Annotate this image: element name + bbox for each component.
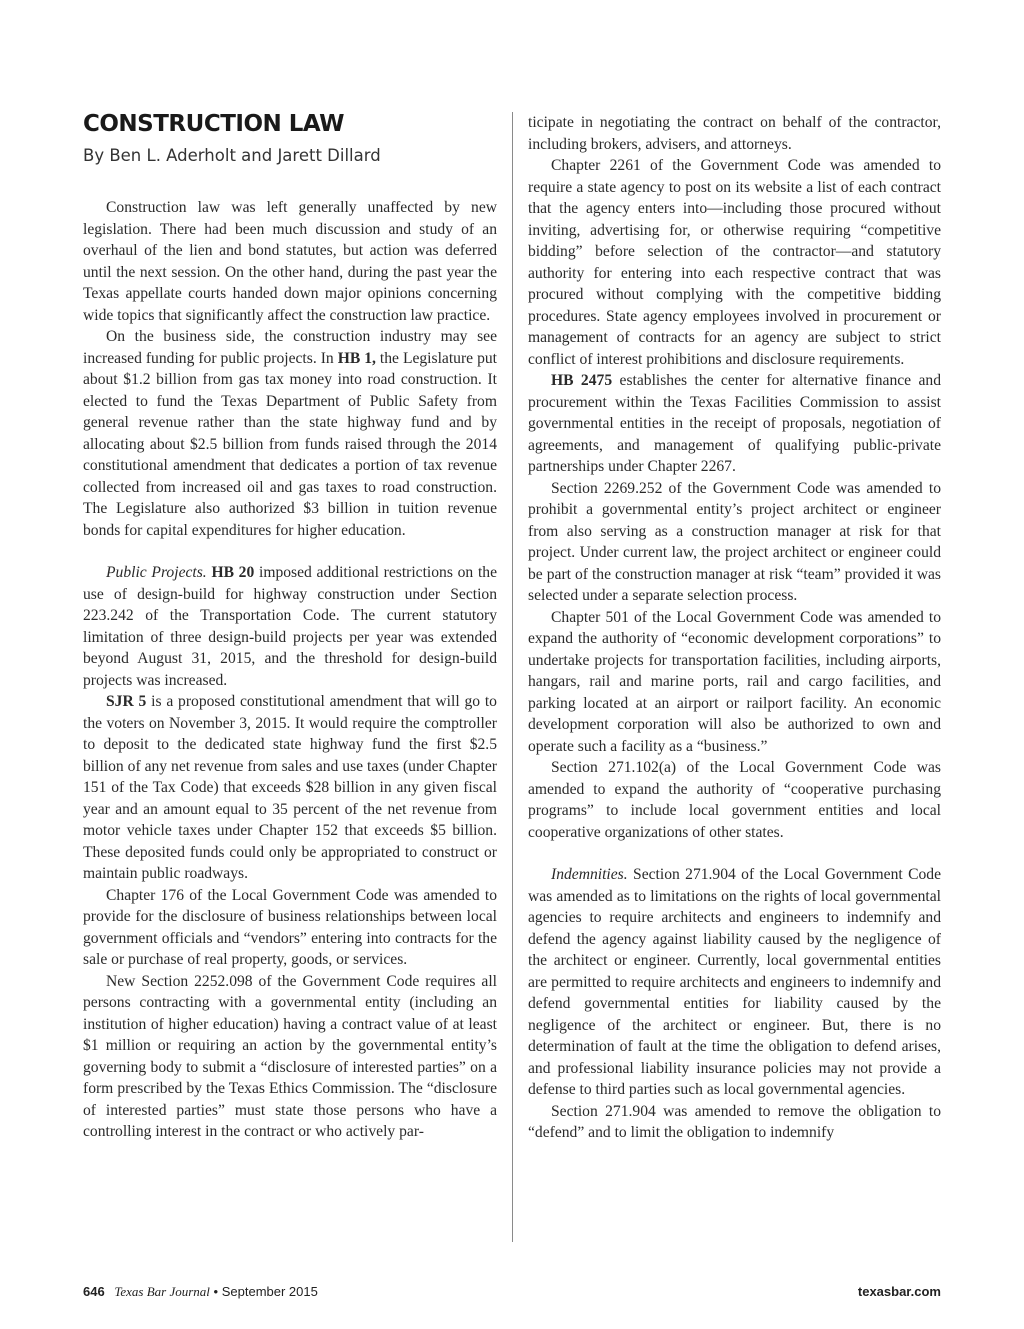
paragraph-text: Section 271.904 of the Local Government Code was amended as to limitations on the rights of local governmental agencies to require architects and engineers to indemnify and defend the agency against liability caused by the negligence of the architect or engineer. Currently, local governmental entities are permitted to require architects and engineers to indemnify and defend governmental entities for liability caused by the negligence of the architect or engineer. But, there is no determination of fault at the time the obligation to defend arises, and professional liability insurance policies may not provide a defense to third parties such as local governmental agencies.: [528, 866, 941, 1098]
paragraph-text: establishes the center for alternative finance and procurement within the Texas Facilities Commission to assist governmental entities in the receipt of proposals, negotiation of agreements, and management of qualifying public-private partnerships under Chapter 2267.: [528, 372, 941, 475]
site-url: texasbar.com: [857, 1284, 941, 1299]
paragraph: New Section 2252.098 of the Government Code requires all persons contracting with a governmental entity (including an institution of higher education) having a contract value of at least $1 million or requiring an action by the governmental entity’s governing body to submit a “disclosure of interested parties” on a form prescribed by the Texas Ethics Commission. The “disclosure of interested parties” must state those persons who have a controlling interest in the contract or who actively par-: [83, 972, 497, 1140]
paragraph-text: the Legislature put about $1.2 billion from gas tax money into road construction. It elected to fund the Texas Department of Public Safety from general revenue rather than the state highway fund and by allocating about $2.5 billion from funds raised through the 2014 constitutional amendment that dedicates a portion of tax revenue collected from increased oil and gas taxes to road construction. The Legislature also authorized $3 billion in tuition revenue bonds for capital expenditures for higher education.: [83, 349, 497, 539]
column-divider: [512, 112, 513, 1242]
article-title: CONSTRUCTION LAW: [83, 111, 345, 137]
footer-bullet: •: [213, 1284, 219, 1299]
bill-reference: HB 1,: [337, 349, 376, 367]
paragraph: ticipate in negotiating the contract on behalf of the contractor, including brokers, advisers, and attorneys.: [528, 114, 941, 153]
section-label: Public Projects.: [106, 564, 207, 581]
paragraph: [83, 562, 497, 691]
journal-name: Texas Bar Journal: [114, 1284, 210, 1299]
bill-reference: HB 20: [211, 564, 255, 581]
paragraph: Chapter 501 of the Local Government Code was amended to expand the authority of “economic development corporations” to undertake projects for transportation facilities, including airports, hangars, rail and marine ports, rail and cargo facilities, and parking located at an airport or railport facility. An economic development corporation will also be authorized to own and operate such a facility as a “business.”: [528, 608, 941, 755]
paragraph: Section 2269.252 of the Government Code was amended to prohibit a governmental entity’s project architect or engineer from also serving as a construction manager at risk for that project. Under current law, the project architect or engineer could be part of the construction manager at risk “team” provided it was selected under a separate selection process.: [528, 479, 941, 604]
paragraph: [528, 864, 941, 1101]
section-label: Indemnities.: [551, 866, 628, 883]
issue-date: September 2015: [221, 1284, 318, 1299]
paragraph-text: imposed additional restrictions on the use of design-build for highway construction under Section 223.242 of the Transportation Code. The current statutory limitation of three design-build projects per year was extended beyond August 31, 2015, and the threshold for design-build projects was increased.: [83, 564, 497, 689]
byline: By Ben L. Aderholt and Jarett Dillard: [83, 146, 381, 165]
bill-reference: SJR 5: [106, 693, 147, 710]
paragraph: Section 271.102(a) of the Local Government Code was amended to expand the authority of “cooperative purchasing programs” to include local government entities and local cooperative organizations of other states.: [528, 759, 941, 841]
paragraph-text: is a proposed constitutional amendment that will go to the voters on November 3, 2015. It would require the comptroller to deposit to the dedicated state highway fund the first $2.5 billion of any net revenue from sales and use taxes (under Chapter 151 of the Tax Code) that exceeds $28 billion in any given fiscal year and an amount equal to 35 percent of the net revenue from motor vehicle taxes under Chapter 152 that exceeds $5 billion. These deposited funds could only be appropriated to construct or maintain public roadways.: [83, 693, 497, 882]
page-number: 646: [83, 1284, 105, 1299]
bill-reference: HB 2475: [551, 372, 613, 389]
paragraph: [528, 370, 941, 478]
right-column: [528, 112, 941, 1144]
footer-left: [83, 1284, 318, 1300]
paragraph: [83, 691, 497, 885]
paragraph: Chapter 2261 of the Government Code was amended to require a state agency to post on its website a list of each contract that the agency enters into—including those procured without inviting, advertising for, or otherwise requiring “competitive bidding” before selection of the contractor—and statutory authority for entering into each respective contract that was procured without complying with the competitive bidding procedures. State agency employees involved in procurement or management of contracts for an agency are subject to strict conflict of interest prohibitions and disclosure requirements.: [528, 157, 941, 368]
left-column: [83, 197, 497, 1143]
paragraph-text: On the business side, the construction industry may see increased funding for public projects. In: [83, 328, 497, 367]
paragraph: Chapter 176 of the Local Government Code was amended to provide for the disclosure of business relationships between local government officials and “vendors” entering into contracts for the sale or purchase of real property, goods, or services.: [83, 886, 497, 968]
paragraph: [83, 326, 497, 541]
paragraph: Section 271.904 was amended to remove the obligation to “defend” and to limit the obligation to indemnify: [528, 1102, 941, 1141]
paragraph: Construction law was left generally unaffected by new legislation. There had been much discussion and study of an overhaul of the lien and bond statutes, but action was deferred until the next session. On the other hand, during the past year the Texas appellate courts handed down major opinions concerning wide topics that significantly affect the construction law practice.: [83, 199, 497, 324]
